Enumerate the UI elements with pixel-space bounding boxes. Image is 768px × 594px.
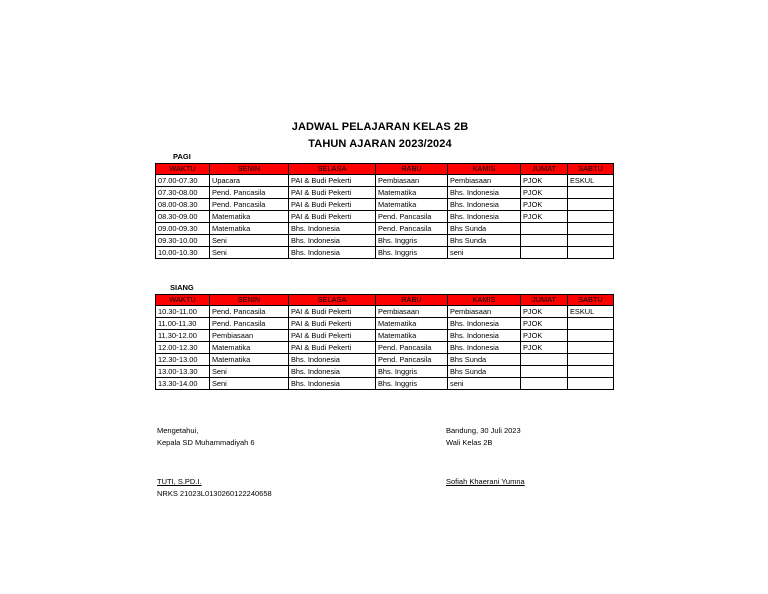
table-cell: Bhs Sunda — [448, 354, 521, 366]
principal-name: TUTI, S.PD.I. — [157, 477, 202, 486]
table-cell — [568, 366, 614, 378]
table-cell: 13.30-14.00 — [156, 378, 210, 390]
column-header-waktu: WAKTU — [156, 164, 210, 175]
table-cell — [521, 354, 568, 366]
signature-right-name-block — [446, 476, 525, 488]
place-date: Bandung, 30 Juli 2023 — [446, 426, 521, 435]
table-cell: Pend. Pancasila — [376, 354, 448, 366]
table-cell: 09.00-09.30 — [156, 223, 210, 235]
table-cell: 13.00-13.30 — [156, 366, 210, 378]
table-cell: 11.30-12.00 — [156, 330, 210, 342]
table-cell — [521, 247, 568, 259]
table-cell: 11.00-11.30 — [156, 318, 210, 330]
table-cell: Pembiasaan — [376, 306, 448, 318]
column-header-kamis: KAMIS — [448, 295, 521, 306]
table-cell: Seni — [210, 247, 289, 259]
table-cell: ESKUL — [568, 306, 614, 318]
table-cell: Pend. Pancasila — [210, 199, 289, 211]
table-cell: Bhs. Indonesia — [448, 342, 521, 354]
table-cell: Bhs. Inggris — [376, 247, 448, 259]
table-cell: PJOK — [521, 342, 568, 354]
table-cell — [568, 378, 614, 390]
table-cell: 08.30-09.00 — [156, 211, 210, 223]
table-cell — [568, 223, 614, 235]
schedule-table-pagi — [155, 163, 614, 259]
table-row — [156, 330, 614, 342]
table-cell: Seni — [210, 235, 289, 247]
table-row — [156, 306, 614, 318]
table-cell: PAI & Budi Pekerti — [289, 306, 376, 318]
table-row — [156, 247, 614, 259]
table-row — [156, 378, 614, 390]
column-header-rabu: RABU — [376, 164, 448, 175]
table-cell — [568, 318, 614, 330]
table-row — [156, 342, 614, 354]
principal-id: NRKS 21023L0130260122240658 — [157, 489, 272, 498]
table-cell: Bhs. Indonesia — [448, 187, 521, 199]
table-cell — [521, 223, 568, 235]
table-cell: 07.00-07.30 — [156, 175, 210, 187]
table-cell — [568, 199, 614, 211]
table-row — [156, 318, 614, 330]
table-cell: Upacara — [210, 175, 289, 187]
column-header-jumat: JUMAT — [521, 164, 568, 175]
column-header-selasa: SELASA — [289, 164, 376, 175]
table-cell: Pend. Pancasila — [210, 318, 289, 330]
table-cell: Pend. Pancasila — [376, 211, 448, 223]
table-row — [156, 354, 614, 366]
table-cell: Bhs. Indonesia — [289, 354, 376, 366]
table-cell — [568, 211, 614, 223]
table-cell: 12.30-13.00 — [156, 354, 210, 366]
table-cell: Pembiasaan — [448, 306, 521, 318]
signature-left-name-block — [157, 476, 272, 500]
table-cell: PAI & Budi Pekerti — [289, 330, 376, 342]
column-header-waktu: WAKTU — [156, 295, 210, 306]
table-cell: 12.00-12.30 — [156, 342, 210, 354]
table-cell: 10.30-11.00 — [156, 306, 210, 318]
table-cell: Bhs. Indonesia — [448, 330, 521, 342]
table-row — [156, 199, 614, 211]
table-cell: PJOK — [521, 306, 568, 318]
table-row — [156, 175, 614, 187]
table-cell — [568, 342, 614, 354]
signature-right-block — [446, 425, 521, 449]
table-cell: 08.00-08.30 — [156, 199, 210, 211]
table-cell: PAI & Budi Pekerti — [289, 211, 376, 223]
homeroom-title: Wali Kelas 2B — [446, 438, 493, 447]
document-title: JADWAL PELAJARAN KELAS 2B — [291, 121, 469, 133]
table-cell — [568, 354, 614, 366]
column-header-sabtu: SABTU — [568, 295, 614, 306]
table-cell: Pembiasaan — [210, 330, 289, 342]
table-row — [156, 366, 614, 378]
siang-label: SIANG — [170, 283, 194, 292]
column-header-senin: SENIN — [210, 295, 289, 306]
acknowledged-label: Mengetahui, — [157, 426, 199, 435]
table-cell: Matematika — [376, 330, 448, 342]
table-header-row — [156, 164, 614, 175]
table-cell: Bhs. Indonesia — [289, 235, 376, 247]
table-cell: PAI & Budi Pekerti — [289, 187, 376, 199]
table-cell: seni — [448, 378, 521, 390]
table-cell: PAI & Budi Pekerti — [289, 199, 376, 211]
table-cell — [568, 187, 614, 199]
table-cell: Pend. Pancasila — [376, 223, 448, 235]
table-cell — [568, 247, 614, 259]
table-cell: Bhs. Indonesia — [289, 366, 376, 378]
table-cell: PJOK — [521, 318, 568, 330]
table-cell: Pend. Pancasila — [210, 187, 289, 199]
table-header-row — [156, 295, 614, 306]
column-header-selasa: SELASA — [289, 295, 376, 306]
table-cell: PJOK — [521, 330, 568, 342]
table-cell: PJOK — [521, 211, 568, 223]
table-cell: PJOK — [521, 175, 568, 187]
table-cell: Bhs. Indonesia — [448, 318, 521, 330]
table-cell — [521, 235, 568, 247]
table-cell: Bhs. Indonesia — [289, 247, 376, 259]
table-cell: Matematika — [210, 354, 289, 366]
table-cell: Bhs Sunda — [448, 223, 521, 235]
table-cell: Matematika — [210, 211, 289, 223]
table-cell: 09.30-10.00 — [156, 235, 210, 247]
table-cell: Bhs. Inggris — [376, 235, 448, 247]
table-cell: Bhs. Indonesia — [448, 211, 521, 223]
table-cell: Matematika — [210, 223, 289, 235]
table-cell: Bhs. Indonesia — [448, 199, 521, 211]
table-cell: Seni — [210, 366, 289, 378]
table-cell: Bhs Sunda — [448, 366, 521, 378]
table-cell: 10.00-10.30 — [156, 247, 210, 259]
table-cell: Matematika — [376, 199, 448, 211]
table-cell: seni — [448, 247, 521, 259]
table-cell: Pembiasaan — [448, 175, 521, 187]
document-subtitle: TAHUN AJARAN 2023/2024 — [308, 138, 452, 150]
table-cell: PJOK — [521, 187, 568, 199]
table-cell: Matematika — [376, 187, 448, 199]
table-cell: Pembiasaan — [376, 175, 448, 187]
table-cell — [521, 366, 568, 378]
signature-left-block — [157, 425, 255, 449]
table-cell: PJOK — [521, 199, 568, 211]
table-cell — [568, 330, 614, 342]
schedule-table-siang — [155, 294, 614, 390]
table-cell: Matematika — [376, 318, 448, 330]
column-header-rabu: RABU — [376, 295, 448, 306]
table-cell — [521, 378, 568, 390]
table-cell: PAI & Budi Pekerti — [289, 342, 376, 354]
table-cell: Bhs. Indonesia — [289, 223, 376, 235]
table-cell: Bhs Sunda — [448, 235, 521, 247]
table-row — [156, 223, 614, 235]
column-header-kamis: KAMIS — [448, 164, 521, 175]
table-cell: Bhs. Inggris — [376, 366, 448, 378]
column-header-sabtu: SABTU — [568, 164, 614, 175]
table-cell: Pend. Pancasila — [376, 342, 448, 354]
table-cell: 07.30-08.00 — [156, 187, 210, 199]
table-cell: ESKUL — [568, 175, 614, 187]
table-cell: Matematika — [210, 342, 289, 354]
table-row — [156, 211, 614, 223]
table-cell: Pend. Pancasila — [210, 306, 289, 318]
table-cell — [568, 235, 614, 247]
homeroom-teacher-name: Sofiah Khaerani Yumna — [446, 477, 525, 486]
column-header-senin: SENIN — [210, 164, 289, 175]
table-cell: PAI & Budi Pekerti — [289, 175, 376, 187]
table-cell: PAI & Budi Pekerti — [289, 318, 376, 330]
column-header-jumat: JUMAT — [521, 295, 568, 306]
principal-title: Kepala SD Muhammadiyah 6 — [157, 438, 255, 447]
pagi-label: PAGI — [173, 152, 191, 161]
table-cell: Seni — [210, 378, 289, 390]
table-cell: Bhs. Indonesia — [289, 378, 376, 390]
table-cell: Bhs. Inggris — [376, 378, 448, 390]
table-row — [156, 235, 614, 247]
table-row — [156, 187, 614, 199]
